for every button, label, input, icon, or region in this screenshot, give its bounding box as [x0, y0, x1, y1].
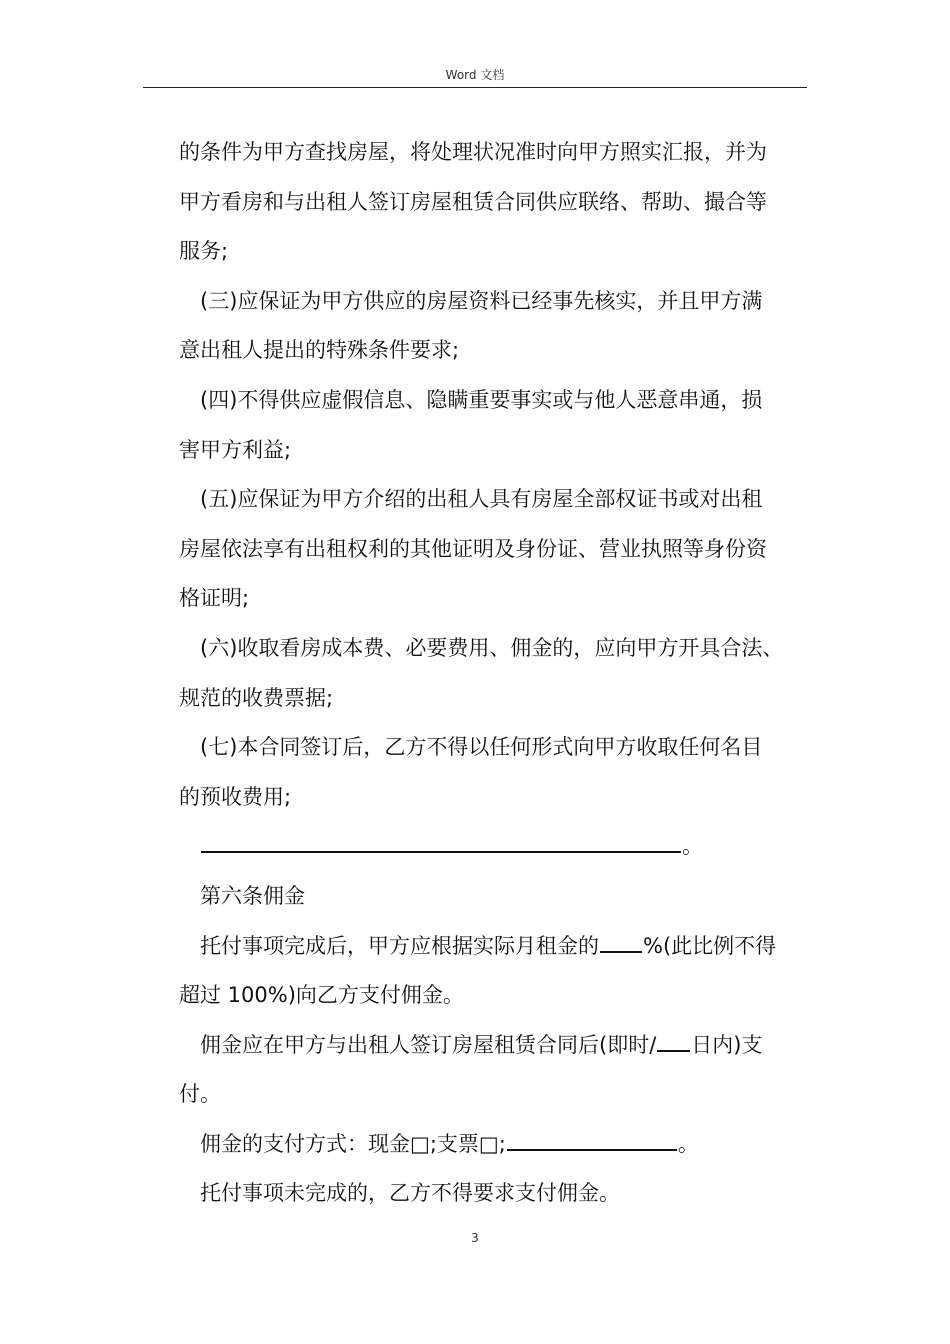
fill-in-blank [201, 831, 681, 853]
body-line: 甲方看房和与出租人签订房屋租赁合同供应联络、帮助、撮合等 [179, 189, 767, 214]
payment-time-line [179, 1021, 819, 1071]
body-line: 格证明; [179, 586, 250, 611]
clause-5: (五)应保证为甲方介绍的出租人具有房屋全部权证书或对出租 [200, 487, 763, 512]
commission-rate-text: 托付事项完成后，甲方应根据实际月租金的 [200, 933, 599, 958]
body-line: 超过 100%)向乙方支付佣金。 [179, 983, 464, 1008]
document-body [179, 128, 819, 1219]
body-line: 意出租人提出的特殊条件要求; [179, 338, 460, 363]
body-line: 付。 [179, 1082, 221, 1107]
payment-method-blank [507, 1129, 677, 1151]
days-blank [657, 1030, 690, 1052]
payment-method-text: 佣金的支付方式：现金□;支票□; [200, 1131, 506, 1156]
header-divider [143, 87, 807, 88]
payment-time-suffix: 日内)支 [691, 1032, 763, 1057]
clause-6: (六)收取看房成本费、必要费用、佣金的，应向甲方开具合法、 [200, 635, 784, 660]
body-line: 房屋依法享有出租权利的其他证明及身份证、营业执照等身份资 [179, 536, 767, 561]
period-mark: 。 [677, 1131, 699, 1156]
page-header: Word 文档 [445, 68, 505, 82]
body-line: 的预收费用; [179, 784, 292, 809]
period-mark: 。 [682, 834, 703, 859]
body-line: 规范的收费票据; [179, 685, 334, 710]
payment-method-line [179, 1120, 819, 1170]
percentage-blank [600, 931, 642, 953]
body-line: 害甲方利益; [179, 437, 292, 462]
article-6-heading: 第六条佣金 [200, 883, 305, 908]
commission-rate-line [179, 922, 819, 972]
page-number: 3 [471, 1231, 479, 1245]
clause-7: (七)本合同签订后，乙方不得以任何形式向甲方收取任何名目 [200, 735, 763, 760]
body-line: 的条件为甲方查找房屋，将处理状况准时向甲方照实汇报，并为 [179, 140, 767, 164]
body-line: 服务; [179, 239, 229, 264]
body-line: 托付事项未完成的，乙方不得要求支付佣金。 [200, 1181, 620, 1206]
clause-3: (三)应保证为甲方供应的房屋资料已经事先核实，并且甲方满 [200, 288, 763, 313]
blank-line-row [179, 822, 819, 872]
payment-time-text: 佣金应在甲方与出租人签订房屋租赁合同后(即时/ [200, 1032, 657, 1057]
clause-4: (四)不得供应虚假信息、隐瞒重要事实或与他人恶意串通，损 [200, 387, 763, 412]
commission-rate-suffix: %(此比例不得 [643, 933, 777, 958]
